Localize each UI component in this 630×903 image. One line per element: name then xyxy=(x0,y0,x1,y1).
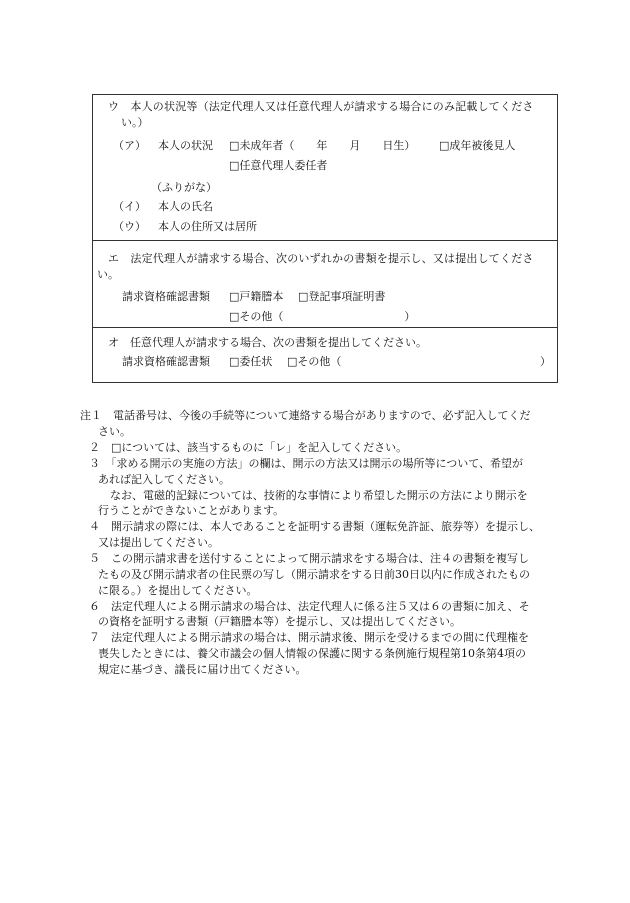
note-1-line1: 注１ 電話番号は、今後の手続等について連絡する場合がありますので、必ず記入してくだ xyxy=(80,409,531,422)
principal-name-label: 本人の氏名 xyxy=(158,200,213,213)
note-6-line1: ６ 法定代理人による開示請求の場合は、法定代理人に係る注５又は６の書類に加え、そ xyxy=(89,600,530,613)
note-7-line1: ７ 法定代理人による開示請求の場合は、開示請求後、開示を受けるまでの間に代理権を xyxy=(89,631,529,644)
registry-certificate-checkbox-option[interactable]: □登記事項証明書 xyxy=(298,290,386,303)
note-5-line2: たもの及び開示請求者の住民票の写し（開示請求をする日前30日以内に作成されたもの xyxy=(98,568,530,581)
note-5-line1: ５ この開示請求書を送付することによって開示請求をする場合は、注４の書類を複写し xyxy=(89,552,529,565)
note-3-line1: ３ 「求める開示の実施の方法」の欄は、開示の方法又は開示の場所等について、希望が xyxy=(89,457,524,470)
voluntary-doc-label: 請求資格確認書類 xyxy=(122,355,210,368)
voluntary-other-close-paren: ） xyxy=(540,355,551,368)
legal-doc-label: 請求資格確認書類 xyxy=(122,290,210,303)
section-u-heading-line2: い。） xyxy=(121,116,149,129)
note-4-line2: 又は提出してください。 xyxy=(98,536,219,549)
note-6-line2: の資格を証明する書類（戸籍謄本等）を提示し、又は提出してください。 xyxy=(98,615,461,628)
section-e-heading-line2: い。 xyxy=(97,268,119,281)
status-label: 本人の状況 xyxy=(158,139,213,152)
note-2: ２ □については、該当するものに「レ」を記入してください。 xyxy=(89,441,408,454)
note-5-line3: に限る。）を提出してください。 xyxy=(98,584,258,597)
note-7-line3: 規定に基づき、議長に届け出てください。 xyxy=(98,663,307,676)
status-marker: （ア） xyxy=(113,139,146,152)
koseki-checkbox-option[interactable]: □戸籍謄本 xyxy=(229,290,284,303)
section-u-heading-line1: ウ 本人の状況等（法定代理人又は任意代理人が請求する場合にのみ記載してくださ xyxy=(108,100,534,113)
section-e-heading-line1: エ 法定代理人が請求する場合、次のいずれかの書類を提示し、又は提出してくださ xyxy=(108,252,534,265)
name-marker: （イ） xyxy=(113,200,146,213)
proxy-letter-checkbox-option[interactable]: □委任状 xyxy=(229,355,273,368)
note-4-line1: ４ 開示請求の際には、本人であることを証明する書類（運転免許証、旅券等）を提示し、 xyxy=(89,520,540,533)
note-7-line2: 喪失したときには、養父市議会の個人情報の保護に関する条例施行規程第10条第4項の xyxy=(98,647,526,660)
delegator-checkbox-option[interactable]: □任意代理人委任者 xyxy=(229,159,328,172)
address-marker: （ウ） xyxy=(113,220,146,233)
furigana-label: （ふりがな） xyxy=(151,181,217,194)
note-1-line2: さい。 xyxy=(98,425,131,438)
voluntary-other-checkbox-option[interactable]: □その他（ xyxy=(287,355,342,368)
note-3-line2: あれば記入してください。 xyxy=(98,473,230,486)
note-3-line3: なお、電磁的記録については、技術的な事情により希望した開示の方法により開示を xyxy=(110,489,528,502)
adult-ward-checkbox-option[interactable]: □成年被後見人 xyxy=(439,139,516,152)
principal-address-label: 本人の住所又は居所 xyxy=(158,220,257,233)
legal-other-checkbox-option[interactable]: □その他（ ） xyxy=(229,310,416,323)
note-3-line4: 行うことができないことがあります。 xyxy=(98,504,285,517)
section-o-heading: オ 任意代理人が請求する場合、次の書類を提出してください。 xyxy=(108,336,427,349)
minor-checkbox-option[interactable]: □未成年者（ 年 月 日生） xyxy=(229,139,416,152)
